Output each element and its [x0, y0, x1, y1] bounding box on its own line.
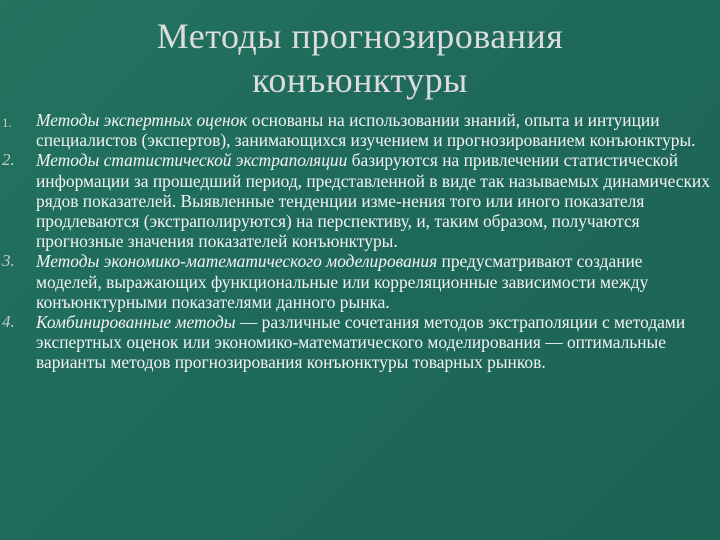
- method-description: базируются на привлечении статистической информации за прошедший период, представленной в виде так называемых динамических рядов показателей. Выявленные тенденции изме-нения того или иного показателя продлеваются (экстраполируются) на перспективу, и, таким образом, получаются прогнозные значения показателей конъюнктуры.: [36, 150, 710, 252]
- method-name: Методы экономико-математического моделирования: [36, 251, 438, 272]
- method-description: — различные сочетания методов экстраполяции с методами экспертных оценок или экономико-математического моделирования — оптимальные варианты методов прогнозирования конъюнктуры товарных рынков.: [36, 312, 686, 373]
- list-item: [0, 110, 712, 150]
- method-description: предусматривают создание моделей, выражающих функциональные или корреляционные зависимости между конъюнктурными показателями данного рынка.: [36, 251, 649, 312]
- list-item: [0, 312, 712, 373]
- title-line-2: конъюнктуры: [252, 60, 468, 100]
- list-item: [0, 150, 712, 251]
- method-description: основаны на использовании знаний, опыта и интуиции специалистов (экспертов), занимающихся изучением и прогнозированием конъюнктуры.: [36, 110, 696, 151]
- slide-title: [90, 14, 630, 102]
- item-number: 3.: [2, 251, 15, 271]
- methods-list: [0, 110, 712, 373]
- title-line-1: Методы прогнозирования: [156, 16, 564, 56]
- method-name: Методы статистической экстраполяции: [36, 150, 348, 171]
- method-name: Комбинированные методы: [36, 312, 236, 333]
- list-item: [0, 251, 712, 312]
- item-number: 1.: [2, 115, 12, 130]
- method-name: Методы экспертных оценок: [36, 110, 248, 130]
- item-number: 2.: [2, 150, 15, 170]
- item-number: 4.: [2, 312, 15, 332]
